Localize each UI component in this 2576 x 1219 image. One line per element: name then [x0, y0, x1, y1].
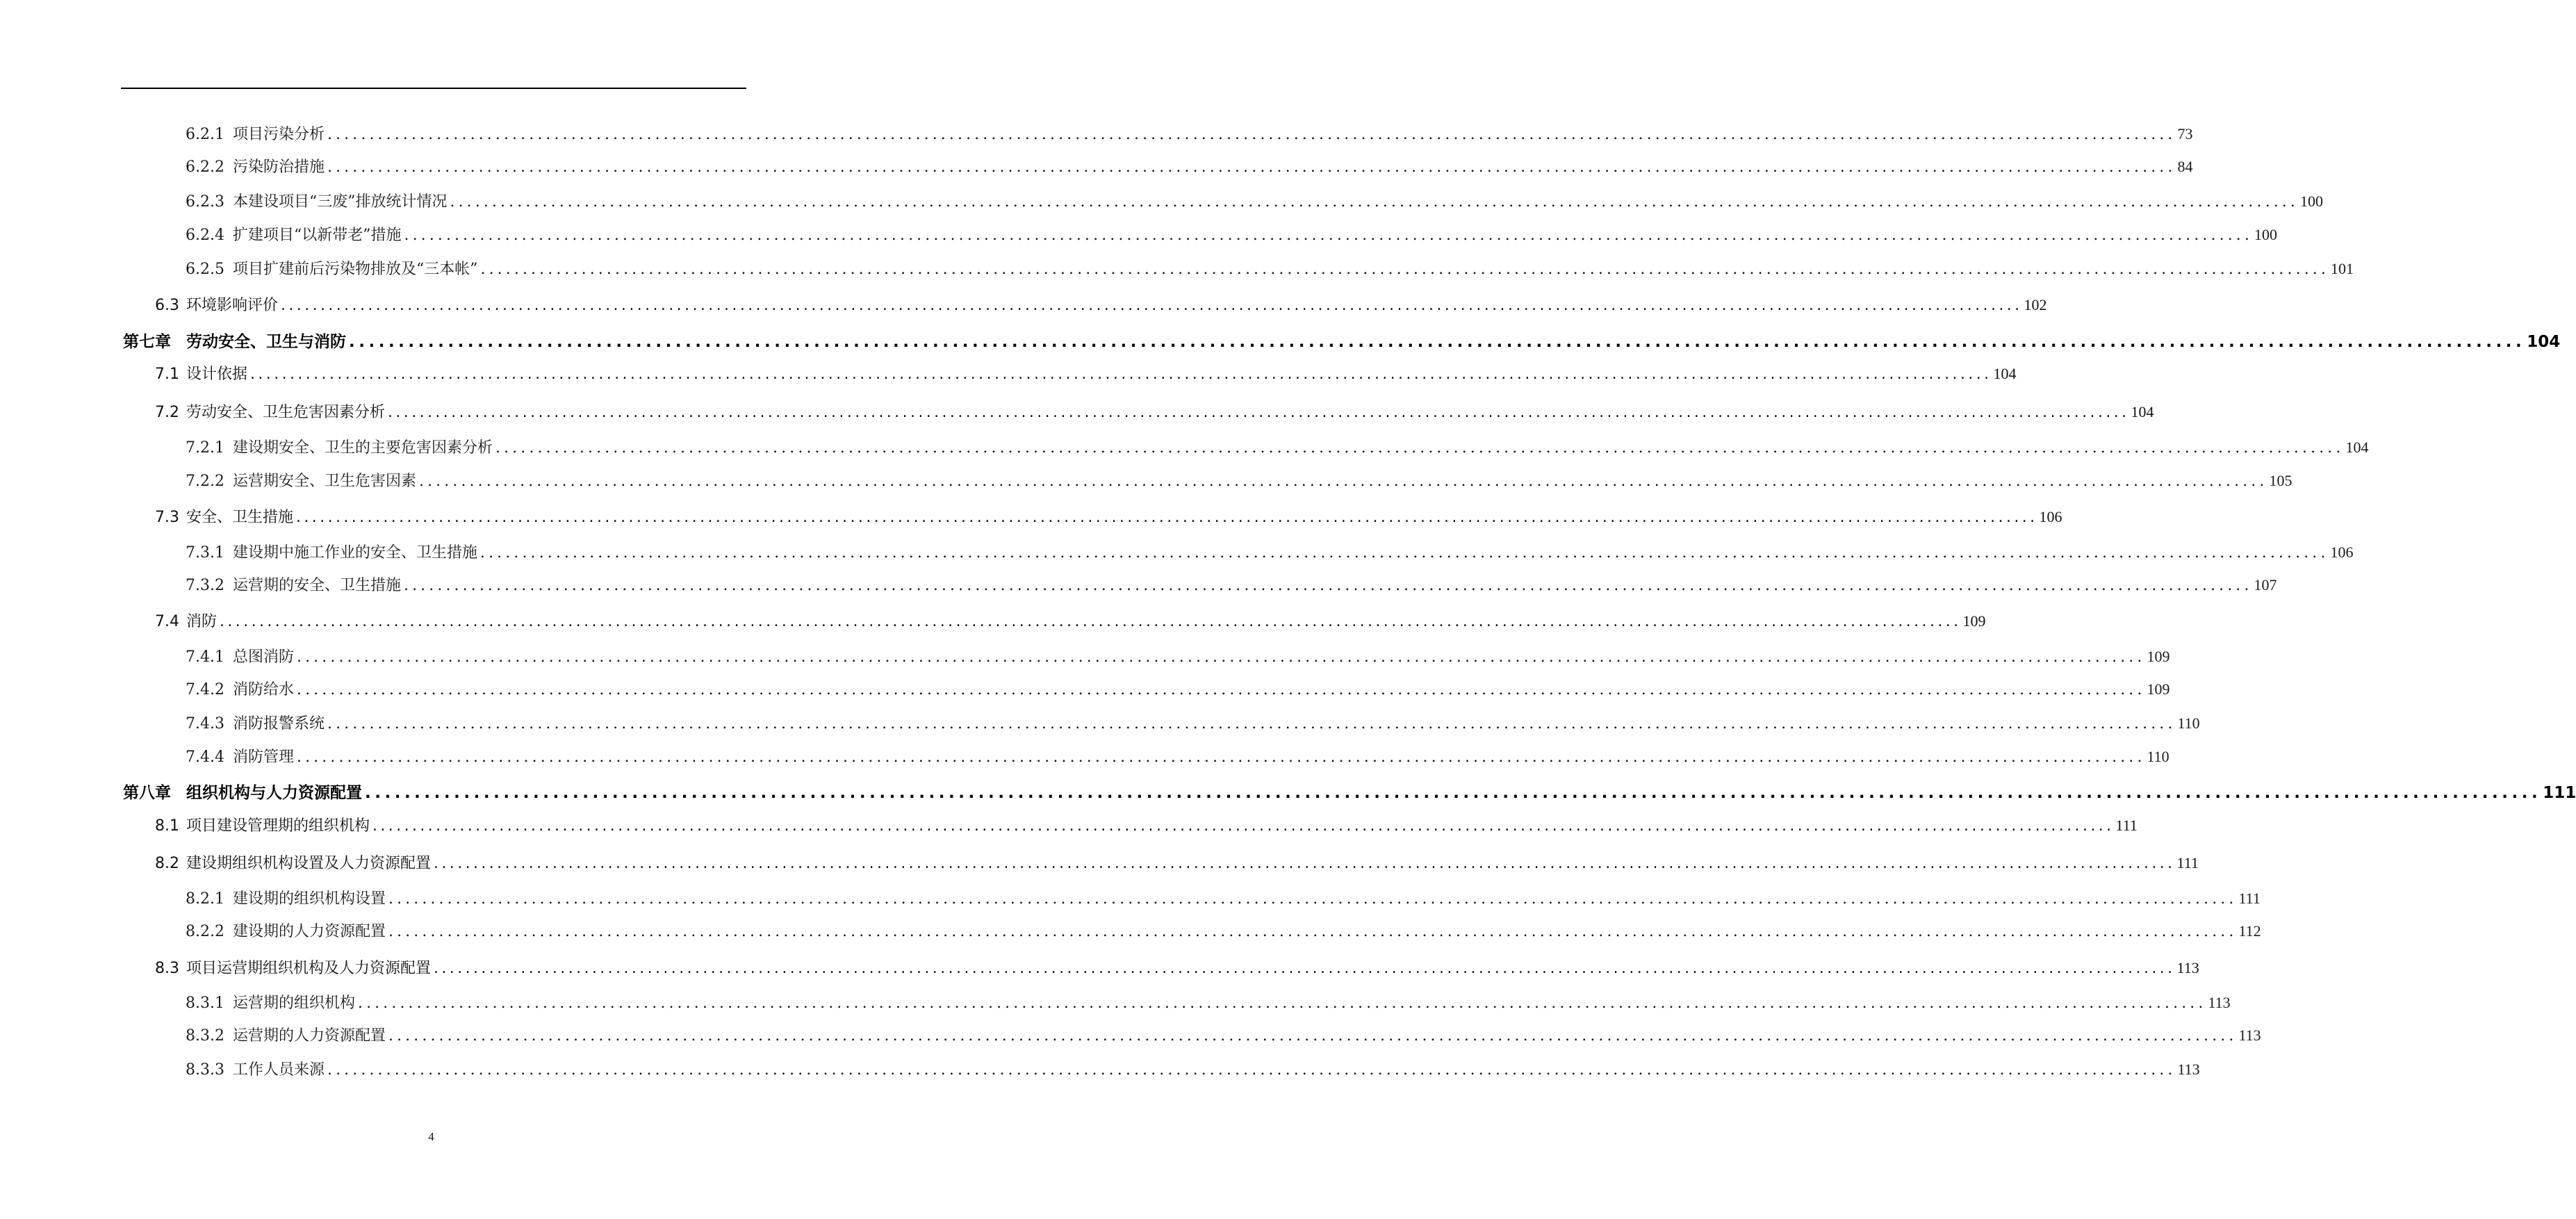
toc-dot-leader: ............................................................................................................................................................................................................................: [434, 960, 2176, 977]
toc-entry-page: 109: [2147, 680, 2170, 698]
toc-entry-label: [186, 437, 493, 459]
toc-entry[interactable]: [155, 506, 2062, 528]
toc-entry-label: [186, 646, 294, 669]
toc-entry[interactable]: [186, 678, 2170, 701]
toc-entry-number: 7.4.2: [186, 681, 224, 698]
toc-entry-title: 运营期的人力资源配置: [232, 1027, 386, 1045]
toc-entry[interactable]: [186, 1024, 2261, 1047]
toc-entry-page: 100: [2299, 193, 2323, 210]
toc-entry-title: 消防报警系统: [232, 715, 325, 733]
toc-entry-page: 100: [2254, 226, 2277, 243]
toc-entry-number: 8.3.1: [186, 995, 224, 1012]
toc-entry-number: 8.2.1: [186, 890, 224, 908]
toc-entry-label: [186, 471, 416, 493]
toc-entry[interactable]: [186, 470, 2292, 492]
toc-dot-leader: ............................................................................................................................................................................................................................: [419, 473, 2268, 490]
toc-entry-page: 104: [2131, 403, 2154, 420]
toc-entry-label: [155, 295, 278, 317]
toc-entry-label: [186, 542, 477, 564]
toc-entry-number: 7.3: [155, 509, 179, 526]
toc-entry-number: 8.3.3: [186, 1061, 224, 1079]
toc-entry-title: 总图消防: [232, 648, 294, 666]
toc-dot-leader: ............................................................................................................................................................................................................................: [297, 748, 2146, 766]
toc-entry-label: [155, 507, 293, 529]
toc-dot-leader: ............................................................................................................................................................................................................................: [372, 817, 2115, 835]
toc-entry-title: 建设期的人力资源配置: [232, 923, 386, 940]
page-number: 4: [428, 1130, 434, 1143]
toc-entry-number: 8.2.2: [186, 923, 224, 940]
toc-entry-label: [155, 402, 385, 424]
toc-entry-page: 107: [2254, 576, 2277, 594]
toc-entry-number: 7.4.3: [186, 715, 224, 733]
toc-entry-page: 110: [2147, 748, 2169, 765]
toc-entry-number: 6.2.2: [186, 158, 224, 176]
toc-entry[interactable]: [186, 436, 2369, 459]
toc-dot-leader: ............................................................................................................................................................................................................................: [388, 404, 2130, 421]
toc-entry-title: 劳动安全、卫生与消防: [186, 333, 346, 351]
toc-entry[interactable]: [186, 712, 2200, 735]
toc-entry-title: 组织机构与人力资源配置: [186, 784, 362, 802]
toc-dot-leader: ............................................................................................................................................................................................................................: [450, 193, 2299, 211]
toc-entry[interactable]: [186, 224, 2277, 246]
toc-entry-number: 第八章: [123, 784, 171, 802]
toc-entry-page: 111: [2115, 817, 2138, 834]
toc-entry-label: [186, 746, 294, 769]
toc-dot-leader: ............................................................................................................................................................................................................................: [327, 158, 2176, 176]
toc-entry-title: 项目建设管理期的组织机构: [186, 817, 370, 835]
toc-entry-label: [155, 815, 370, 837]
toc-entry-number: 8.2: [155, 855, 179, 872]
toc-entry-title: 本建设项目“三废”排放统计情况: [232, 193, 448, 211]
toc-dot-leader: ............................................................................................................................................................................................................................: [434, 855, 2176, 872]
toc-entry[interactable]: [186, 1058, 2200, 1081]
toc-entry-title: 建设期中施工作业的安全、卫生措施: [232, 544, 477, 562]
toc-dot-leader: ............................................................................................................................................................................................................................: [480, 544, 2329, 562]
toc-entry-title: 运营期安全、卫生危害因素: [232, 473, 416, 490]
toc-dot-leader: ............................................................................................................................................................................................................................: [327, 126, 2176, 143]
toc-entry-title: 劳动安全、卫生危害因素分析: [186, 404, 386, 421]
toc-entry-label: [186, 191, 447, 213]
toc-entry-label: [186, 259, 477, 281]
toc-entry-title: 运营期的组织机构: [232, 995, 355, 1012]
toc-entry-title: 建设期安全、卫生的主要危害因素分析: [232, 439, 493, 457]
toc-entry[interactable]: [123, 782, 2576, 804]
toc-entry-number: 7.4: [155, 613, 179, 630]
toc-dot-leader: ............................................................................................................................................................................................................................: [327, 1061, 2176, 1079]
toc-entry-title: 运营期的安全、卫生措施: [232, 577, 401, 594]
toc-dot-leader: ............................................................................................................................................................................................................................: [388, 890, 2238, 908]
toc-entry-number: 8.3.2: [186, 1027, 224, 1045]
toc-entry-page: 113: [2208, 994, 2231, 1011]
toc-entry-title: 环境影响评价: [186, 297, 279, 314]
toc-entry-label: [186, 156, 325, 179]
toc-entry-page: 111: [2238, 890, 2261, 907]
toc-entry[interactable]: [186, 156, 2193, 178]
toc-entry-label: [186, 1025, 386, 1047]
toc-entry[interactable]: [155, 610, 1986, 632]
toc-entry-page: 113: [2177, 1061, 2200, 1078]
toc-entry-label: [186, 921, 386, 943]
toc-entry-label: [186, 992, 355, 1015]
toc-entry-number: 6.2.4: [186, 227, 224, 244]
toc-entry-page: 104: [2527, 333, 2561, 351]
toc-entry-title: 设计依据: [186, 366, 248, 383]
toc-dot-leader: ............................................................................................................................................................................................................................: [297, 648, 2146, 666]
toc-entry-label: [186, 888, 386, 910]
toc-entry-title: 消防: [186, 613, 218, 630]
toc-entry-title: 建设期的组织机构设置: [232, 890, 386, 908]
toc-entry-number: 6.2.5: [186, 261, 224, 278]
toc-entry-title: 消防给水: [232, 681, 294, 698]
toc-entry[interactable]: [155, 294, 2047, 316]
toc-entry-title: 安全、卫生措施: [186, 509, 294, 526]
toc-entry-page: 102: [2024, 296, 2047, 313]
toc-entry[interactable]: [155, 363, 2017, 385]
toc-entry-label: [186, 1059, 325, 1081]
toc-entry-label: [123, 782, 362, 804]
toc-entry-label: [155, 611, 217, 633]
toc-entry-number: 6.3: [155, 297, 179, 314]
toc-dot-leader: ............................................................................................................................................................................................................................: [388, 1027, 2238, 1045]
toc-entry-page: 106: [2039, 508, 2062, 525]
toc-entry-number: 8.1: [155, 817, 179, 835]
toc-dot-leader: ............................................................................................................................................................................................................................: [296, 509, 2038, 526]
toc-dot-leader: ............................................................................................................................................................................................................................: [495, 439, 2345, 457]
toc-entry[interactable]: [186, 992, 2231, 1014]
toc-entry-label: [186, 224, 401, 247]
toc-entry[interactable]: [186, 258, 2354, 280]
toc-entry-number: 7.1: [155, 366, 179, 383]
toc-dot-leader: ............................................................................................................................................................................................................................: [404, 577, 2253, 594]
toc-entry-title: 建设期组织机构设置及人力资源配置: [186, 855, 432, 872]
toc-dot-leader: ............................................................................................................................................................................................................................: [281, 297, 2023, 314]
toc-dot-leader: ............................................................................................................................................................................................................................: [388, 923, 2238, 940]
toc-entry-number: 7.4.1: [186, 648, 224, 666]
toc-entry[interactable]: [155, 852, 2199, 874]
toc-entry-label: [186, 575, 401, 597]
toc-entry-number: 7.3.1: [186, 544, 224, 562]
toc-entry-page: 84: [2177, 158, 2193, 175]
toc-entry[interactable]: [186, 887, 2261, 910]
toc-dot-leader: ............................................................................................................................................................................................................................: [250, 366, 1992, 383]
toc-entry-title: 项目污染分析: [232, 126, 325, 143]
toc-entry[interactable]: [186, 541, 2354, 564]
toc-entry-label: [155, 958, 431, 980]
toc-entry-page: 112: [2238, 922, 2261, 940]
toc-entry-title: 项目扩建前后污染物排放及“三本帐”: [232, 261, 478, 278]
toc-entry-page: 106: [2330, 543, 2354, 561]
toc-entry-label: [186, 124, 325, 146]
toc-entry-page: 113: [2176, 959, 2199, 976]
toc-entry-title: 工作人员来源: [232, 1061, 325, 1079]
toc-entry[interactable]: [123, 331, 2561, 353]
toc-entry-number: 7.4.4: [186, 748, 224, 766]
toc-entry-number: 7.2.2: [186, 473, 224, 490]
toc-entry[interactable]: [186, 123, 2193, 145]
toc-entry-title: 扩建项目“以新带老”措施: [232, 227, 402, 244]
toc-entry-page: 111: [2176, 854, 2199, 872]
toc-dot-leader: ............................................................................................................................................................................................................................: [297, 681, 2146, 698]
toc-dot-leader: ............................................................................................................................................................................................................................: [358, 995, 2207, 1012]
toc-dot-leader: ............................................................................................................................................................................................................................: [365, 784, 2542, 802]
toc-entry-page: 109: [2147, 648, 2170, 665]
toc-entry[interactable]: [186, 746, 2169, 768]
toc-entry-number: 7.3.2: [186, 577, 224, 594]
toc-entry-label: [123, 331, 346, 353]
toc-entry-number: 7.2: [155, 404, 179, 421]
toc-entry-page: 73: [2177, 125, 2193, 142]
toc-entry-number: 6.2.1: [186, 126, 224, 143]
toc-entry-number: 6.2.3: [186, 193, 224, 211]
toc-dot-leader: ............................................................................................................................................................................................................................: [480, 261, 2329, 278]
toc-entry-title: 污染防治措施: [232, 158, 325, 176]
toc-entry-page: 104: [2345, 439, 2369, 456]
toc-dot-leader: ............................................................................................................................................................................................................................: [349, 333, 2526, 351]
toc-entry-page: 113: [2238, 1026, 2261, 1044]
toc-entry-number: 第七章: [123, 333, 171, 351]
toc-dot-leader: ............................................................................................................................................................................................................................: [404, 227, 2253, 244]
toc-entry[interactable]: [186, 190, 2323, 213]
toc-entry-page: 111: [2543, 784, 2576, 802]
toc-entry-page: 104: [1993, 365, 2017, 382]
toc-dot-leader: ............................................................................................................................................................................................................................: [220, 613, 1962, 630]
toc-entry-title: 消防管理: [232, 748, 294, 766]
toc-entry[interactable]: [155, 815, 2138, 837]
toc-entry-number: 7.2.1: [186, 439, 224, 457]
toc-entry-page: 105: [2269, 472, 2292, 489]
toc-entry-number: 8.3: [155, 960, 179, 977]
toc-entry[interactable]: [155, 957, 2199, 979]
toc-entry[interactable]: [186, 646, 2170, 668]
toc-entry-page: 101: [2330, 260, 2354, 277]
toc-entry-title: 项目运营期组织机构及人力资源配置: [186, 960, 432, 977]
toc-dot-leader: ............................................................................................................................................................................................................................: [327, 715, 2176, 733]
toc-entry-label: [186, 679, 294, 701]
toc-entry-page: 110: [2177, 714, 2200, 732]
toc-entry-label: [186, 713, 325, 735]
toc-entry-page: 109: [1962, 612, 1986, 630]
toc-entry-label: [155, 363, 247, 386]
toc-entry-label: [155, 853, 431, 875]
header-rule: [121, 88, 746, 89]
toc-entry[interactable]: [186, 574, 2277, 596]
toc-entry[interactable]: [155, 401, 2154, 423]
toc-entry[interactable]: [186, 920, 2261, 942]
